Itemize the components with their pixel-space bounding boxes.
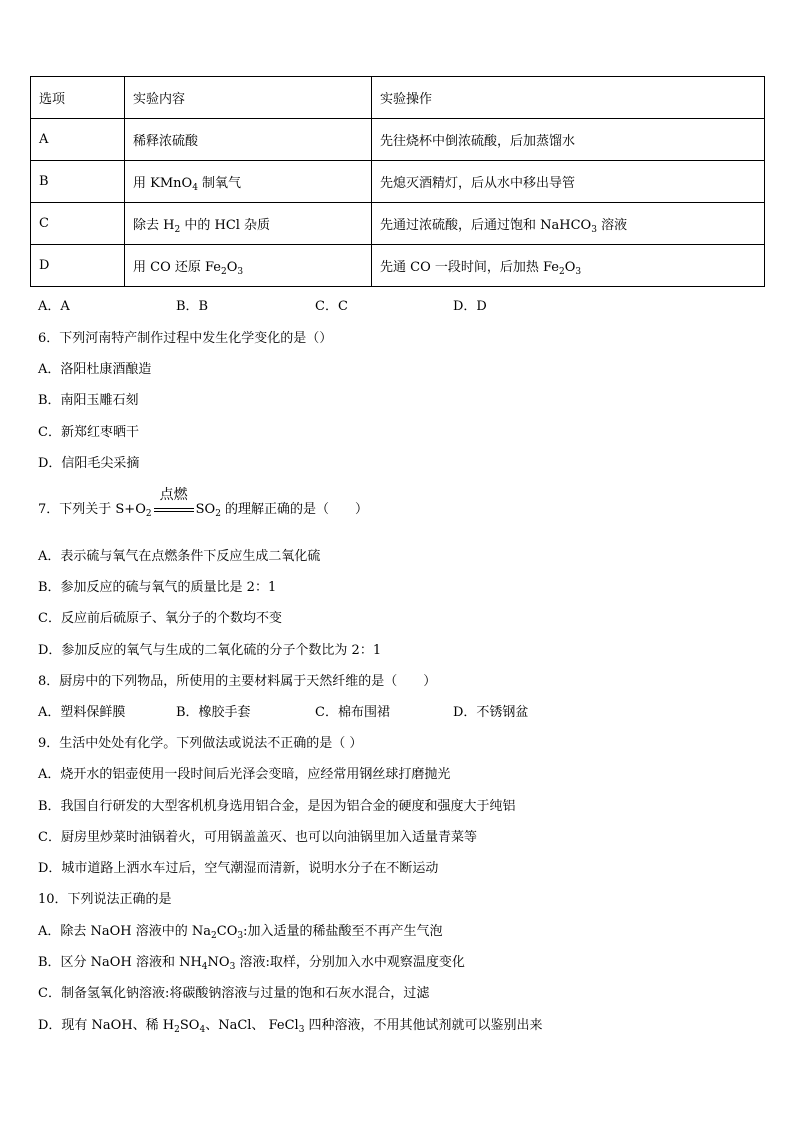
q9-stem: 9．生活中处处有化学。下列做法或说法不正确的是（ ） [38,736,363,751]
option-a[interactable]: A．洛阳杜康酒酿造 [38,362,152,377]
text-fragment: 用 CO 还原 Fe [133,260,222,275]
text-fragment: NO [207,955,230,970]
text-fragment: 7．下列关于 S+O [38,502,146,517]
text-fragment: 溶液:取样，分别加入水中观察温度变化 [235,955,465,970]
table-row [31,203,765,245]
text-fragment: A．除去 NaOH 溶液中的 Na [38,924,212,939]
text-fragment: 中的 HCl 杂质 [180,218,271,233]
text-fragment: 溶液 [596,218,628,233]
option-b[interactable]: B．B [176,299,209,314]
text-fragment: SO [195,502,216,517]
subscript: 2 [174,225,181,235]
option-d[interactable]: D．不锈钢盆 [453,705,529,720]
subscript: 2 [145,509,152,519]
option-a[interactable] [38,920,443,939]
text-fragment: O [564,260,576,275]
text-fragment: 、NaCl、 FeCl [205,1018,299,1033]
subscript: 4 [192,183,198,193]
table-header-cell: 实验操作 [372,77,765,119]
table-cell-option: C [31,203,125,245]
q5-options [38,295,638,313]
option-d[interactable]: D．参加反应的氧气与生成的二氧化硫的分子个数比为 2：1 [38,643,382,658]
subscript: 3 [575,267,582,277]
q7-stem [38,486,369,519]
table-row [31,119,765,161]
reaction-condition: 点燃 [159,486,188,503]
text-fragment: 四种溶液，不用其他试剂就可以鉴别出来 [304,1018,543,1033]
reaction-arrow [154,486,194,517]
option-c[interactable]: C．制备氢氧化钠溶液:将碳酸钠溶液与过量的饱和石灰水混合，过滤 [38,986,430,1001]
subscript: 4 [199,1025,206,1035]
q10-stem: 10．下列说法正确的是 [38,892,172,907]
text-fragment: CO [216,924,238,939]
option-c[interactable]: C．C [315,299,348,314]
table-cell-option: A [31,119,125,161]
table-row [31,161,765,203]
subscript: 3 [298,1025,305,1035]
subscript: 2 [559,267,565,277]
table-cell-option: D [31,245,125,287]
table-cell-option: B [31,161,125,203]
table-cell-content [125,245,372,287]
text-fragment: 除去 H [133,218,175,233]
option-b[interactable]: B．橡胶手套 [176,705,251,720]
table-header-cell: 实验内容 [125,77,372,119]
option-d[interactable]: D．D [453,299,487,314]
subscript: 3 [237,267,244,277]
q8-stem: 8．厨房中的下列物品，所使用的主要材料属于天然纤维的是（ ） [38,674,437,689]
option-b[interactable]: B．南阳玉雕石刻 [38,393,139,408]
text-fragment: :加入适量的稀盐酸至不再产生气泡 [243,924,443,939]
table-header-row [31,77,765,119]
subscript: 4 [201,962,208,972]
subscript: 2 [174,1025,180,1035]
subscript: 3 [591,225,597,235]
table-cell-operation [372,245,765,287]
subscript: 2 [211,931,217,941]
option-d[interactable]: D．信阳毛尖采摘 [38,456,140,471]
option-c[interactable]: C．新郑红枣晒干 [38,425,139,440]
option-d[interactable]: D．城市道路上洒水车过后，空气潮湿而清新，说明水分子在不断运动 [38,861,439,876]
option-a[interactable]: A．A [38,299,70,314]
q6-stem: 6．下列河南特产制作过程中发生化学变化的是（） [38,331,333,346]
subscript: 3 [237,931,244,941]
text-fragment: B．区分 NaOH 溶液和 NH [38,955,202,970]
option-a[interactable]: A．塑料保鲜膜 [38,705,126,720]
subscript: 3 [229,962,236,972]
table-cell-content [125,161,372,203]
text-fragment: 先通过浓硫酸，后通过饱和 NaHCO [380,218,592,233]
text-fragment: O [226,260,238,275]
table-cell-operation: 先熄灭酒精灯，后从水中移出导管 [372,161,765,203]
table-header-cell: 选项 [31,77,125,119]
text-fragment: 的理解正确的是（ ） [220,502,369,517]
option-a[interactable]: A．烧开水的铝壶使用一段时间后光泽会变暗，应经常用钢丝球打磨抛光 [38,767,451,782]
option-d[interactable] [38,1014,543,1033]
option-a[interactable]: A．表示硫与氧气在点燃条件下反应生成二氧化硫 [38,549,321,564]
option-c[interactable]: C．反应前后硫原子、氧分子的个数均不变 [38,611,282,626]
option-c[interactable]: C．棉布围裙 [315,705,390,720]
subscript: 2 [215,509,221,519]
option-b[interactable]: B．我国自行研发的大型客机机身选用铝合金，是因为铝合金的硬度和强度大于纯铝 [38,799,516,814]
text-fragment: 用 KMnO [133,176,193,191]
option-b[interactable]: B．参加反应的硫与氧气的质量比是 2：1 [38,580,277,595]
text-fragment: SO [179,1018,200,1033]
table-row [31,245,765,287]
option-c[interactable]: C．厨房里炒菜时油锅着火，可用锅盖盖灭、也可以向油锅里加入适量青菜等 [38,830,477,845]
table-cell-operation: 先往烧杯中倒浓硫酸，后加蒸馏水 [372,119,765,161]
q8-options [38,701,638,719]
text-fragment: 先通 CO 一段时间，后加热 Fe [380,260,560,275]
table-cell-content [125,203,372,245]
text-fragment: 制氧气 [197,176,242,191]
table-cell-operation [372,203,765,245]
experiment-table [30,76,765,287]
text-fragment: D．现有 NaOH、稀 H [38,1018,175,1033]
table-cell-content: 稀释浓硫酸 [125,119,372,161]
subscript: 2 [221,267,227,277]
option-b[interactable] [38,951,465,970]
